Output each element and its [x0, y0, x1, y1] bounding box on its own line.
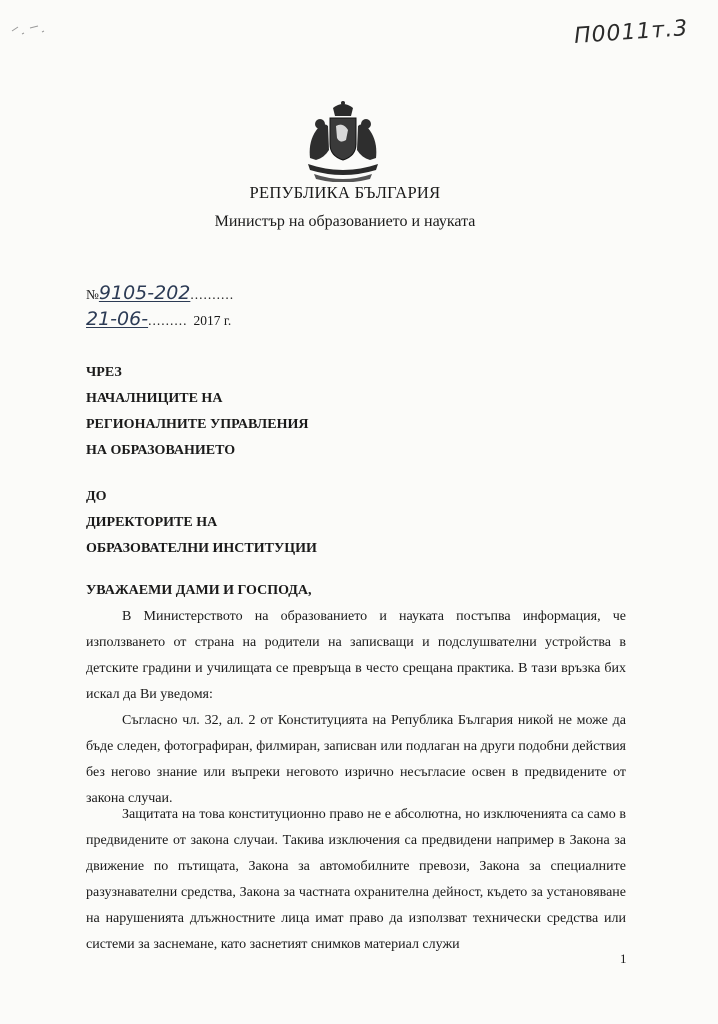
handwritten-registry-number: 9105-202	[98, 282, 191, 304]
republic-title: РЕПУБЛИКА БЪЛГАРИЯ	[249, 183, 441, 202]
via-line: РЕГИОНАЛНИТЕ УПРАВЛЕНИЯ	[86, 417, 309, 432]
ministry-title: Министър на образованието и науката	[214, 213, 476, 230]
via-label: ЧРЕЗ	[86, 365, 122, 380]
to-addressee-block	[86, 484, 317, 562]
number-prefix: №	[86, 287, 99, 302]
to-line: ДИРЕКТОРИТЕ НА	[86, 515, 218, 530]
body-paragraph: Съгласно чл. 32, ал. 2 от Конституцията на Република България никой не може да бъде следен, фотографиран, филмиран, записван или подлаган на други подобни действия без негово знание или въпреки неговото изрично несъгласие освен в предвидените от закона случаи.	[86, 713, 626, 806]
registry-date	[86, 308, 231, 330]
via-line: НАЧАЛНИЦИТЕ НА	[86, 391, 223, 406]
registry-number	[86, 282, 234, 304]
handwritten-registry-date: 21-06-	[86, 308, 149, 330]
body-paragraph: В Министерството на образованието и науката постъпва информация, че използването от страна на родители на записващи и подслушвателни устройства в детските градини и училищата се превръща в често срещана практика. В тази връзка бих искал да Ви уведомя:	[86, 609, 626, 702]
to-label: ДО	[86, 489, 107, 504]
body-paragraph: Защитата на това конституционно право не е абсолютна, но изключенията са само в предвидените от закона случаи. Такива изключения са предвидени например в Закона за движение по пътищата, Закона за автомобилните превози, Закона за специалните разузнавателни средства, Закона за частната охранителна дейност, където за установяване на нарушенията длъжностните лица имат право да използват технически средства или системи за заснемане, като заснетият снимков материал служи	[86, 807, 626, 952]
bulgarian-coat-of-arms-icon	[300, 100, 386, 182]
date-dots: .........	[148, 313, 188, 328]
number-dots: ..........	[190, 287, 235, 302]
handwritten-archive-mark: П0011т.3	[573, 16, 690, 49]
page-number: 1	[620, 951, 627, 966]
to-line: ОБРАЗОВАТЕЛНИ ИНСТИТУЦИИ	[86, 541, 317, 556]
salutation: УВАЖАЕМИ ДАМИ И ГОСПОДА,	[86, 583, 312, 598]
via-line: НА ОБРАЗОВАНИЕТО	[86, 443, 236, 458]
scan-specks	[10, 22, 50, 38]
registry-year: 2017 г.	[193, 313, 232, 328]
via-addressee-block	[86, 360, 308, 464]
